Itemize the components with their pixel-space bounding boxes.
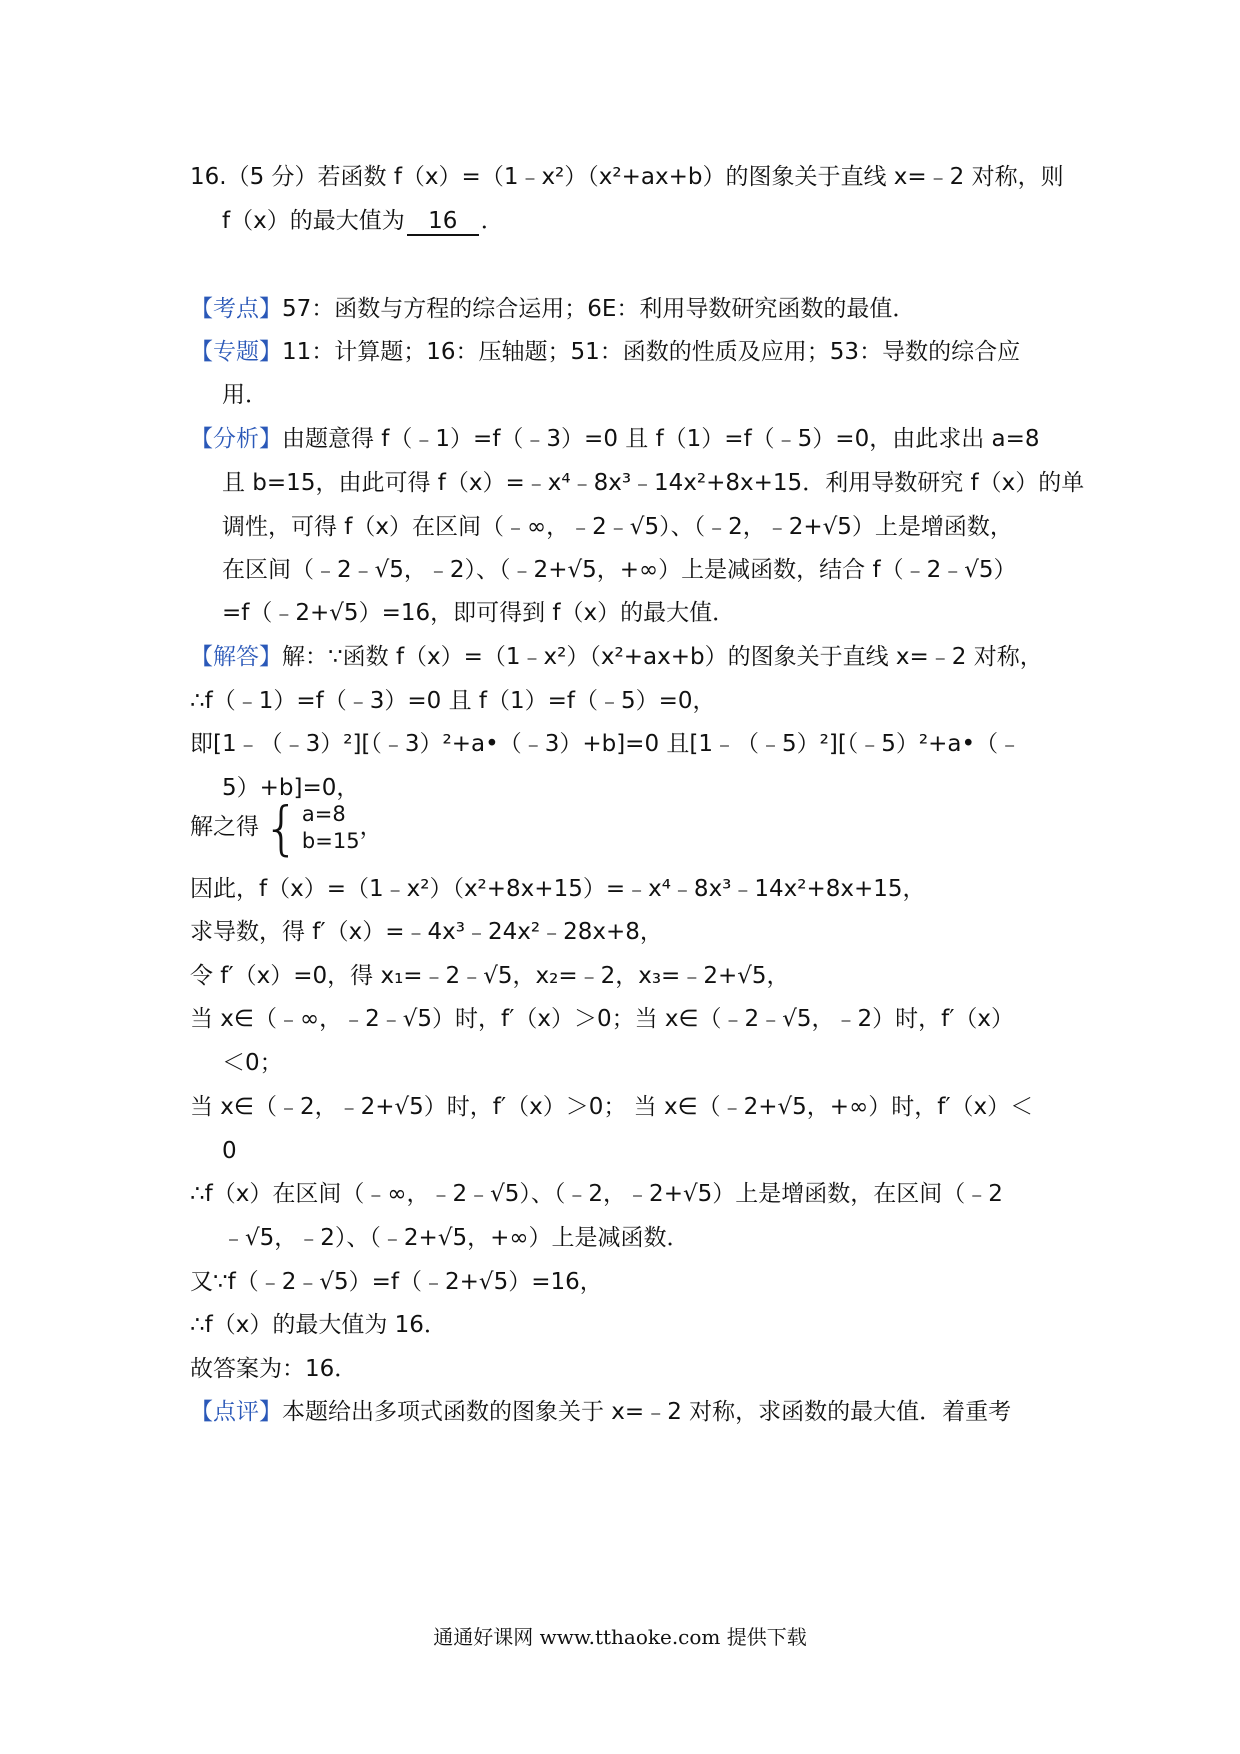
zhuanti-line-2: 用． xyxy=(222,382,268,408)
zhuanti-text: 11：计算题；16：压轴题；51：函数的性质及应用；53：导数的综合应 xyxy=(282,339,1021,365)
jieda-line-12: 0 xyxy=(222,1138,237,1164)
jieda-line-13: ∴f（x）在区间（﹣∞，﹣2﹣√5）、（﹣2，﹣2+√5）上是增函数，在区间（﹣2 xyxy=(190,1181,1003,1207)
jieda-line-9: 当 x∈（﹣∞，﹣2﹣√5）时，f′（x）＞0；当 x∈（﹣2﹣√5，﹣2）时，f′（x） xyxy=(190,1006,1015,1032)
dianping-text: 本题给出多项式函数的图象关于 x=﹣2 对称，求函数的最大值．着重考 xyxy=(282,1399,1012,1425)
fenxi-line-1 xyxy=(190,419,1070,459)
jieda-line-15: 又∵f（﹣2﹣√5）=f（﹣2+√5）=16， xyxy=(190,1269,603,1295)
system-eq-b: b=15 xyxy=(301,828,360,853)
jieda-line-4: 5）+b]=0， xyxy=(222,775,360,801)
jieda-line-14: ﹣√5，﹣2）、（﹣2+√5，+∞）上是减函数． xyxy=(222,1225,690,1251)
jieda-line-1 xyxy=(190,637,1070,677)
jieda-line-16: ∴f（x）的最大值为 16． xyxy=(190,1312,447,1338)
question-line-1: 16.（5 分）若函数 f（x）=（1﹣x²）（x²+ax+b）的图象关于直线 x=﹣2 对称，则 xyxy=(190,164,1064,190)
question-end: ． xyxy=(480,208,504,234)
fenxi-line-4: 在区间（﹣2﹣√5，﹣2）、（﹣2+√5，+∞）上是减函数，结合 f（﹣2﹣√5） xyxy=(222,557,1017,583)
jieda-line-2: ∴f（﹣1）=f（﹣3）=0 且 f（1）=f（﹣5）=0， xyxy=(190,688,716,714)
kaodian-line xyxy=(190,289,1070,329)
equation-system xyxy=(259,793,360,862)
dianping-line xyxy=(190,1392,1070,1432)
fenxi-line-3: 调性，可得 f（x）在区间（﹣∞，﹣2﹣√5）、（﹣2，﹣2+√5）上是增函数， xyxy=(222,514,1013,540)
jieda-line-11: 当 x∈（﹣2，﹣2+√5）时，f′（x）＞0； 当 x∈（﹣2+√5，+∞）时，f′（x）＜ xyxy=(190,1094,1034,1120)
fenxi-tag: 【分析】 xyxy=(190,426,282,452)
page-footer: 通通好课网 www.tthaoke.com 提供下载 xyxy=(433,1625,807,1649)
system-eq-a: a=8 xyxy=(301,801,346,826)
brace-icon: { xyxy=(263,793,300,862)
solve-suffix: ， xyxy=(359,814,383,840)
zhuanti-tag: 【专题】 xyxy=(190,339,282,365)
jieda-line-3: 即[1﹣（﹣3）²][（﹣3）²+a•（﹣3）+b]=0 且[1﹣（﹣5）²][（﹣5）²+a•（﹣ xyxy=(190,731,1022,757)
question-text: f（x）的最大值为 xyxy=(222,208,405,234)
jieda-tag: 【解答】 xyxy=(190,644,282,670)
jieda-line-5 xyxy=(190,793,1070,862)
zhuanti-line-1 xyxy=(190,332,1070,372)
dianping-tag: 【点评】 xyxy=(190,1399,282,1425)
jieda-text: 解：∵函数 f（x）=（1﹣x²）（x²+ax+b）的图象关于直线 x=﹣2 对称， xyxy=(282,644,1043,670)
question-line-2 xyxy=(222,201,1102,241)
jieda-line-17: 故答案为：16． xyxy=(190,1356,358,1382)
jieda-line-6: 因此，f（x）=（1﹣x²）（x²+8x+15）=﹣x⁴﹣8x³﹣14x²+8x+15， xyxy=(190,876,926,902)
jieda-line-8: 令 f′（x）=0，得 x₁=﹣2﹣√5，x₂=﹣2，x₃=﹣2+√5， xyxy=(190,963,790,989)
fenxi-text: 由题意得 f（﹣1）=f（﹣3）=0 且 f（1）=f（﹣5）=0，由此求出 a=8 xyxy=(282,426,1040,452)
fenxi-line-2: 且 b=15，由此可得 f（x）=﹣x⁴﹣8x³﹣14x²+8x+15．利用导数研究 f（x）的单 xyxy=(222,470,1085,496)
kaodian-tag: 【考点】 xyxy=(190,296,282,322)
jieda-line-7: 求导数，得 f′（x）=﹣4x³﹣24x²﹣28x+8， xyxy=(190,919,663,945)
solve-prefix: 解之得 xyxy=(190,814,259,840)
kaodian-text: 57：函数与方程的综合运用；6E：利用导数研究函数的最值． xyxy=(282,296,916,322)
fenxi-line-5: =f（﹣2+√5）=16，即可得到 f（x）的最大值． xyxy=(222,600,736,626)
answer-blank: 16 xyxy=(407,208,479,236)
jieda-line-10: ＜0； xyxy=(222,1050,283,1076)
